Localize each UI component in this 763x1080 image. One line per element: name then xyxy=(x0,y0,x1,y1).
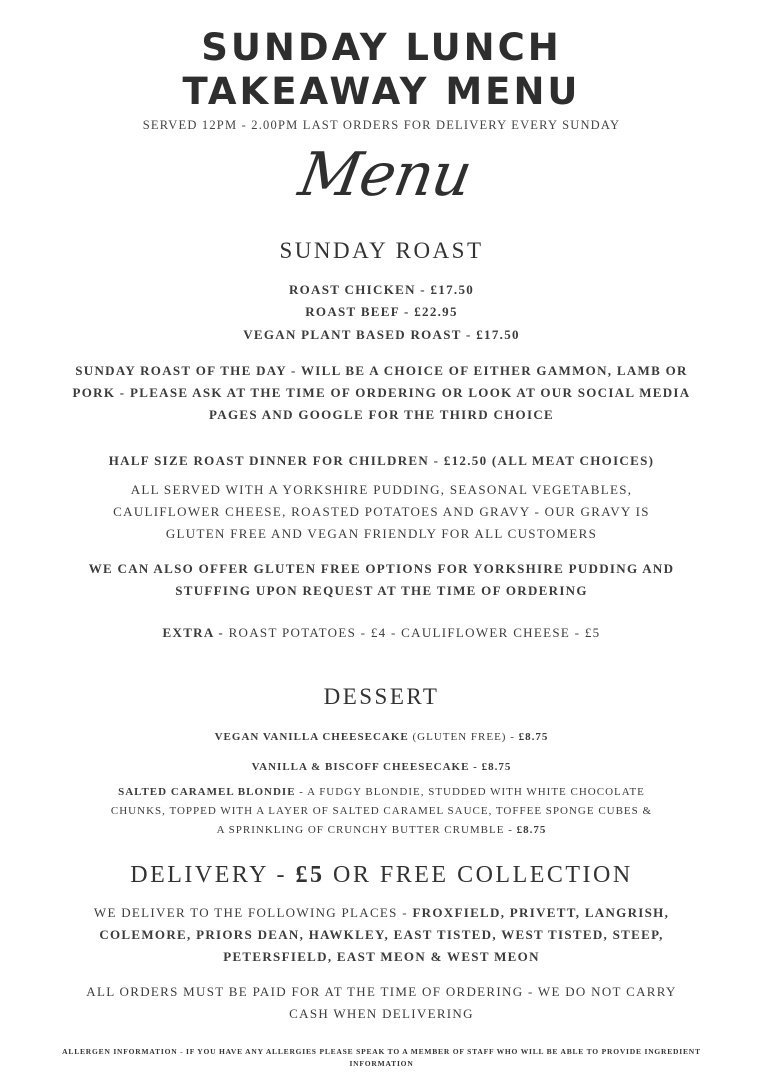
dessert-item xyxy=(40,783,723,802)
extras-line xyxy=(40,622,723,644)
roast-of-day-line: PORK - PLEASE ASK AT THE TIME OF ORDERING OR LOOK AT OUR SOCIAL MEDIA xyxy=(72,385,691,400)
allergen-info xyxy=(30,1046,733,1070)
menu-script-logo: Menu xyxy=(293,140,477,210)
dessert-price: £8.75 xyxy=(516,824,547,836)
delivery-heading-a: DELIVERY - xyxy=(130,862,296,888)
title-line-1: SUNDAY LUNCH xyxy=(201,26,562,69)
roast-item: VEGAN PLANT BASED ROAST - £17.50 xyxy=(243,327,520,342)
serving-times: SERVED 12PM - 2.00PM LAST ORDERS FOR DELIVERY EVERY SUNDAY xyxy=(142,118,621,132)
delivery-places-line: PETERSFIELD, EAST MEON & WEST MEON xyxy=(223,949,540,964)
dessert-name: SALTED CARAMEL BLONDIE xyxy=(118,786,296,798)
extras-label: EXTRA - xyxy=(162,625,225,640)
dessert-item: VANILLA & BISCOFF CHEESECAKE - £8.75 xyxy=(251,761,512,773)
roast-item: ROAST BEEF - £22.95 xyxy=(305,304,458,319)
dessert-desc: A SPRINKLING OF CRUNCHY BUTTER CRUMBLE - xyxy=(216,824,517,836)
allergen-line: INFORMATION xyxy=(349,1059,414,1068)
delivery-places-line: COLEMORE, PRIORS DEAN, HAWKLEY, EAST TISTED, WEST TISTED, STEEP, xyxy=(99,927,664,942)
roast-of-day-line: SUNDAY ROAST OF THE DAY - WILL BE A CHOICE OF EITHER GAMMON, LAMB OR xyxy=(75,363,688,378)
dessert-heading: DESSERT xyxy=(323,684,440,709)
dessert-note: (GLUTEN FREE) - xyxy=(408,731,519,743)
payment-line: CASH WHEN DELIVERING xyxy=(289,1006,474,1021)
roast-item: ROAST CHICKEN - £17.50 xyxy=(288,282,475,297)
gluten-free-line: STUFFING UPON REQUEST AT THE TIME OF ORDERING xyxy=(175,583,588,598)
gluten-free-line: WE CAN ALSO OFFER GLUTEN FREE OPTIONS FOR YORKSHIRE PUDDING AND xyxy=(88,561,675,576)
dessert-price: £8.75 xyxy=(518,731,549,743)
allergen-line: ALLERGEN INFORMATION - IF YOU HAVE ANY ALLERGIES PLEASE SPEAK TO A MEMBER OF STAFF WHO WILL BE ABLE TO PROVIDE INGREDIENT xyxy=(62,1047,701,1056)
children-roast: HALF SIZE ROAST DINNER FOR CHILDREN - £12.50 (ALL MEAT CHOICES) xyxy=(108,453,655,468)
dessert-desc-line: CHUNKS, TOPPED WITH A LAYER OF SALTED CARAMEL SAUCE, TOFFEE SPONGE CUBES & xyxy=(110,805,653,817)
served-with-line: CAULIFLOWER CHEESE, ROASTED POTATOES AND GRAVY - OUR GRAVY IS xyxy=(113,504,650,519)
served-with-line: ALL SERVED WITH A YORKSHIRE PUDDING, SEASONAL VEGETABLES, xyxy=(130,482,633,497)
title-line-2: TAKEAWAY MENU xyxy=(182,70,581,113)
sunday-roast-heading: SUNDAY ROAST xyxy=(279,238,484,263)
dessert-desc-line xyxy=(40,821,723,840)
served-with-line: GLUTEN FREE AND VEGAN FRIENDLY FOR ALL CUSTOMERS xyxy=(165,526,598,541)
payment-line: ALL ORDERS MUST BE PAID FOR AT THE TIME OF ORDERING - WE DO NOT CARRY xyxy=(86,984,677,999)
delivery-heading xyxy=(0,862,763,889)
delivery-heading-b: OR FREE COLLECTION xyxy=(324,862,633,888)
roast-of-day-line: PAGES AND GOOGLE FOR THE THIRD CHOICE xyxy=(209,407,554,422)
delivery-intro: WE DELIVER TO THE FOLLOWING PLACES - xyxy=(93,905,413,920)
delivery-places: FROXFIELD, PRIVETT, LANGRISH, xyxy=(412,905,670,920)
dessert-desc: - A FUDGY BLONDIE, STUDDED WITH WHITE CHOCOLATE xyxy=(295,786,645,798)
extras-text: ROAST POTATOES - £4 - CAULIFLOWER CHEESE - £5 xyxy=(224,625,601,640)
dessert-name: VEGAN VANILLA CHEESECAKE xyxy=(214,731,409,743)
delivery-places-line xyxy=(40,902,723,924)
dessert-item xyxy=(40,728,723,747)
delivery-price: £5 xyxy=(295,862,325,888)
